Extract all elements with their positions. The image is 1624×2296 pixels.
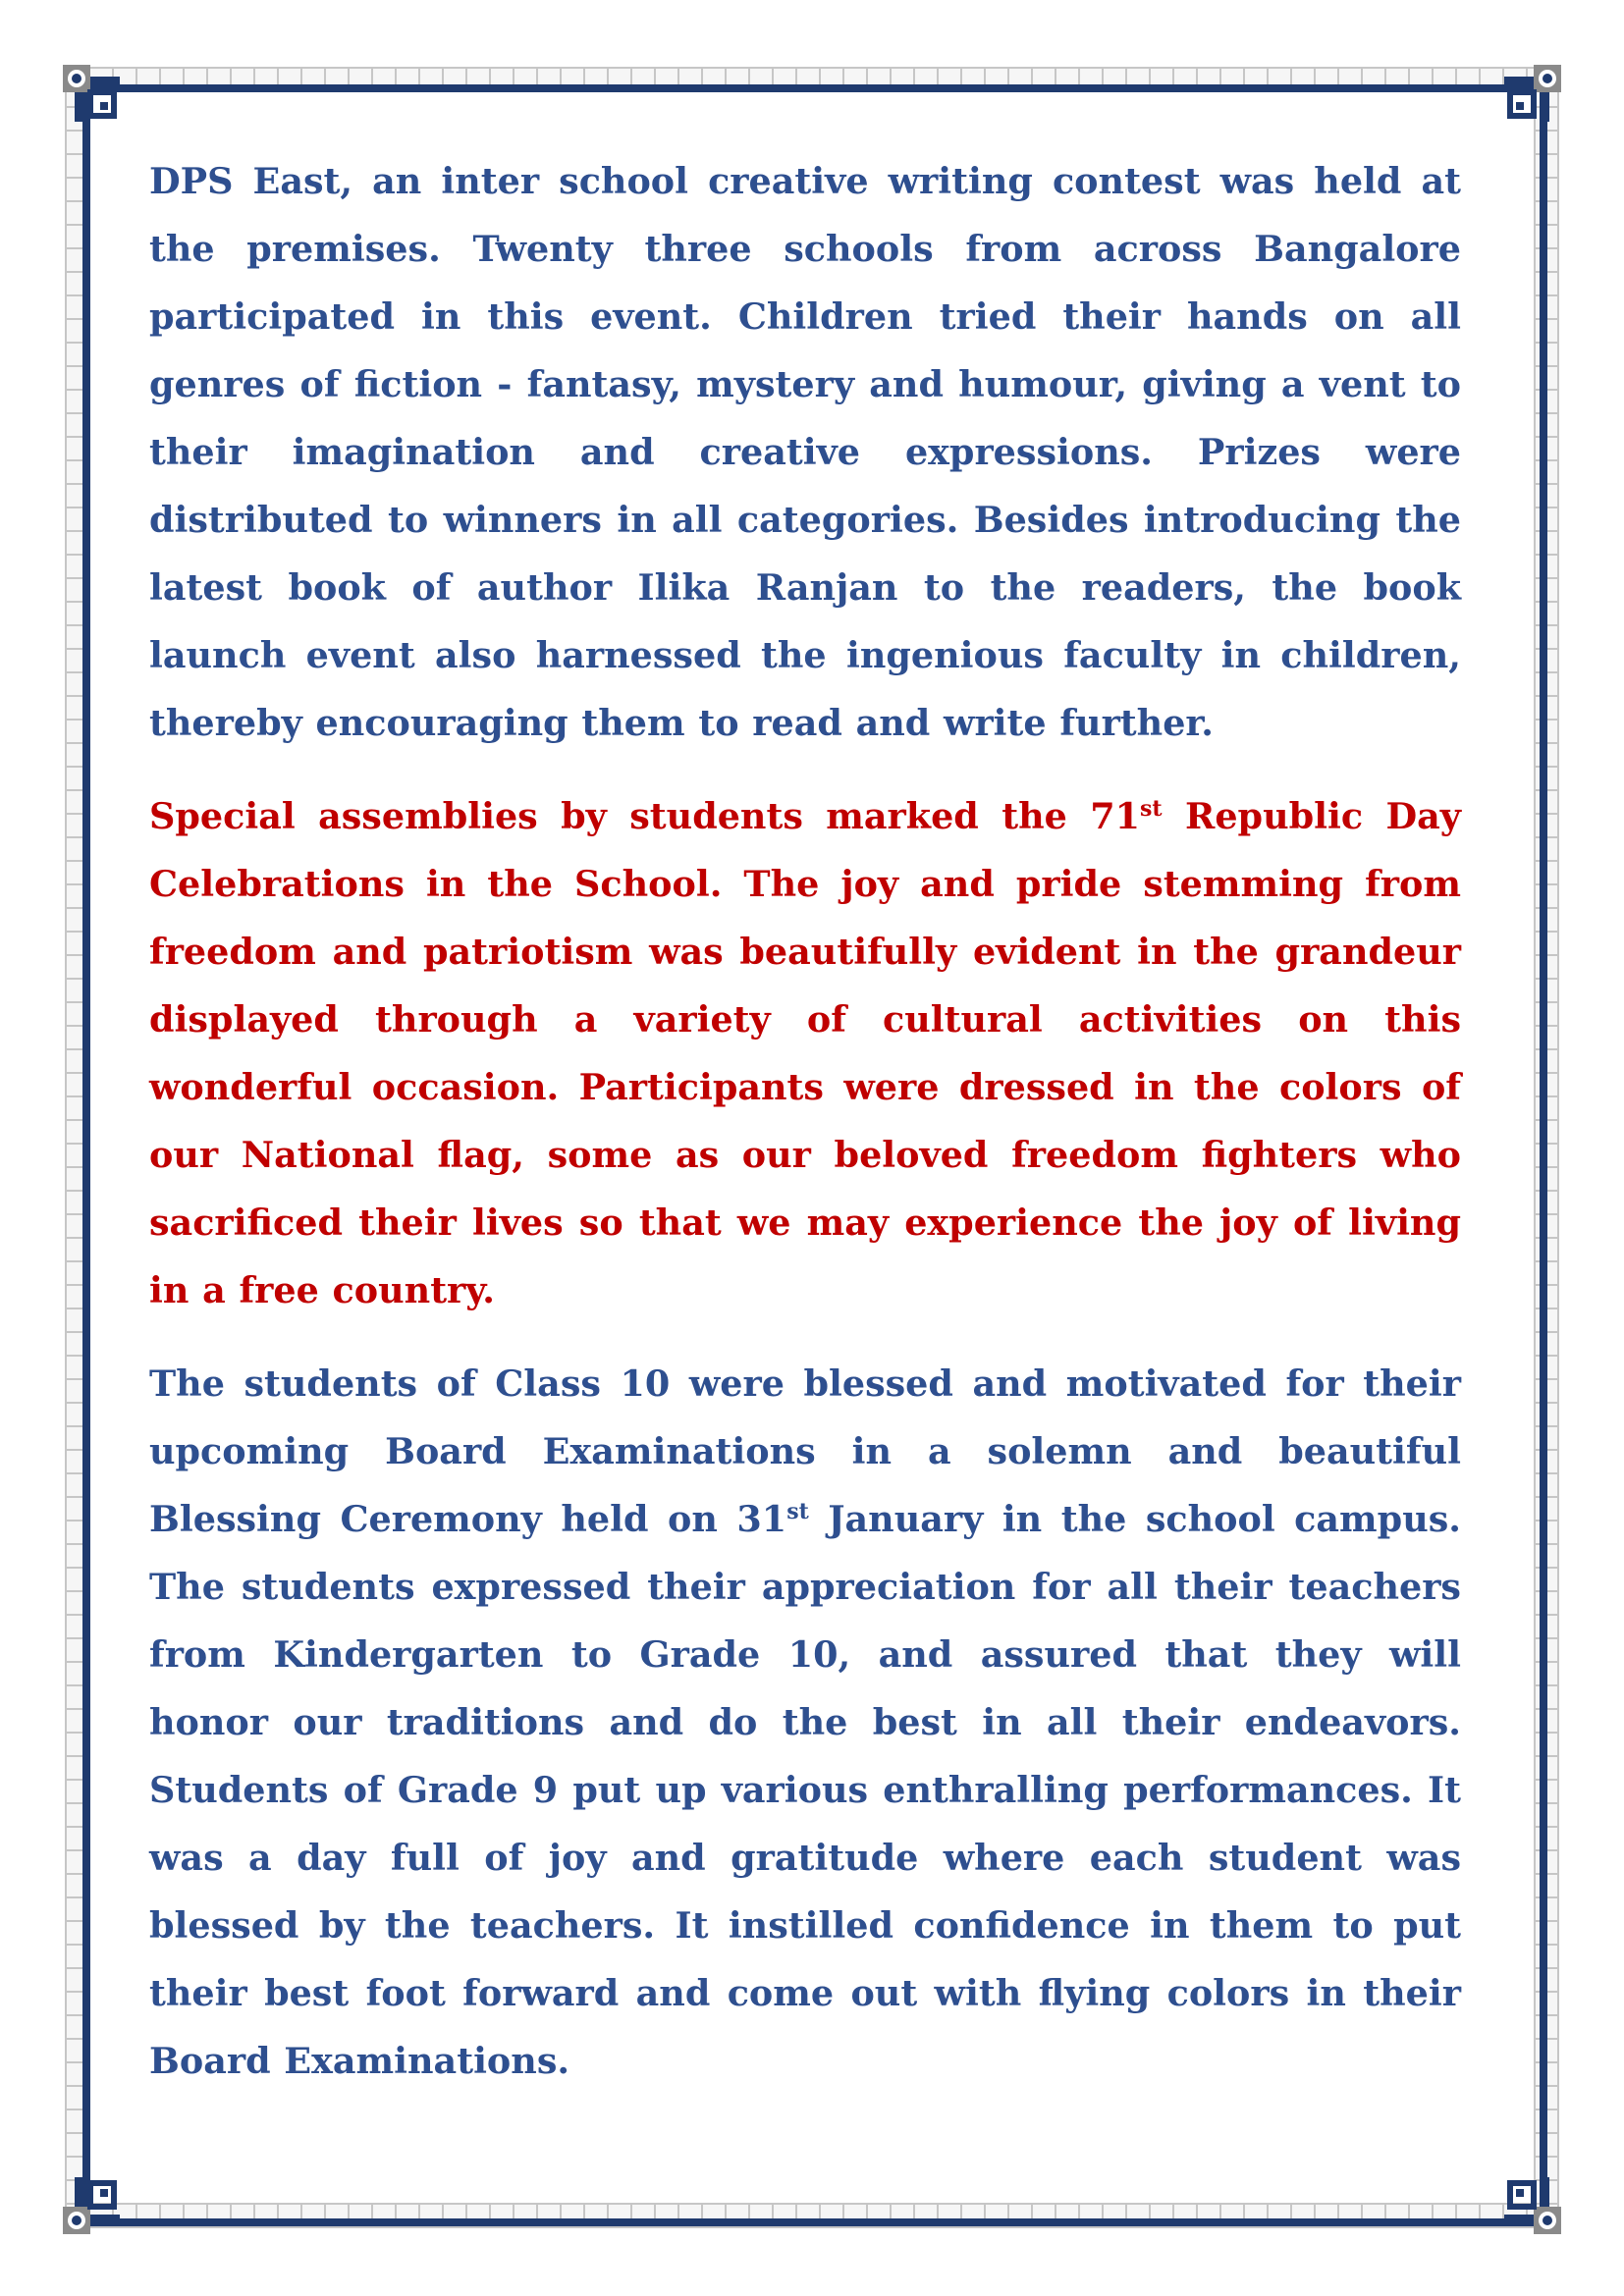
paragraph-blessing-ceremony — [149, 1350, 1461, 2095]
ordinal-suffix: st — [786, 1498, 809, 1524]
border-corner-ornament-icon — [1489, 63, 1563, 137]
paragraph-creative-writing-contest: DPS East, an inter school creative writing contest was held at the premises. Twenty three schools from across Bangalore participated in this event. Children tried their hands on all genres of fiction - fantasy, mystery and humour, giving a vent to their imagination and creative expressions. Prizes were distributed to winners in all categories. Besides introducing the latest book of author Ilika Ranjan to the readers, the book launch event also harnessed the ingenious faculty in children, thereby encouraging them to read and write further. — [149, 160, 1461, 744]
newsletter-body — [149, 147, 1461, 2095]
border-corner-ornament-icon — [61, 2162, 135, 2236]
paragraph-republic-day — [149, 782, 1461, 1324]
border-corner-ornament-icon — [61, 63, 135, 137]
paragraph-republic-day-part-1: Special assemblies by students marked the 71 — [149, 795, 1141, 837]
paragraph-blessing-ceremony-part-1: The students of Class 10 were blessed and motivated for their upcoming Board Examinations in a solemn and beautiful Blessing Ceremony held on 31 — [149, 1362, 1461, 1540]
paragraph-blessing-ceremony-part-2: January in the school campus. The students expressed their appreciation for all their teachers from Kindergarten to Grade 10, and assured that they will honor our traditions and do the best in all their endeavors. Students of Grade 9 put up various enthralling performances. It was a day full of joy and gratitude where each student was blessed by the teachers. It instilled confidence in them to put their best foot forward and come out with flying colors in their Board Examinations. — [149, 1498, 1461, 2082]
border-corner-ornament-icon — [1489, 2162, 1563, 2236]
paragraph-republic-day-part-2: Republic Day Celebrations in the School. The joy and pride stemming from freedom and patriotism was beautifully evident in the grandeur displayed through a variety of cultural activities on this wonderful occasion. Participants were dressed in the colors of our National flag, some as our beloved freedom fighters who sacrificed their lives so that we may experience the joy of living in a free country. — [149, 795, 1461, 1311]
ordinal-suffix: st — [1140, 795, 1163, 822]
